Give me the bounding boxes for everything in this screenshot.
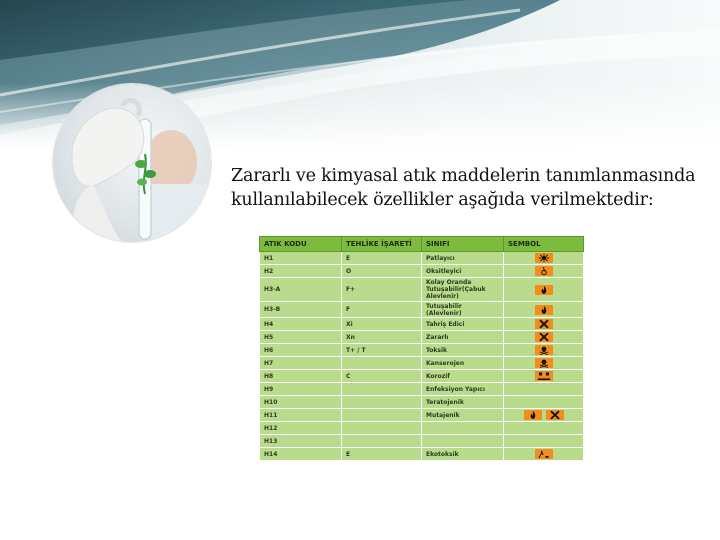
- header-waste-code: ATIK KODU: [260, 237, 342, 252]
- cell-hazard-mark: O: [342, 265, 422, 278]
- table-row: [260, 344, 584, 357]
- table-row: [260, 318, 584, 331]
- cell-class: Kolay Oranda Tutuşabilir(Çabuk Alevlenir): [422, 278, 504, 302]
- table-row: [260, 370, 584, 383]
- skull-icon: [535, 358, 553, 368]
- cell-hazard-mark: [342, 422, 422, 435]
- environment-icon: [535, 449, 553, 459]
- cell-waste-code: H3-A: [260, 278, 342, 302]
- cell-symbol: [504, 435, 584, 448]
- cross-icon: [546, 410, 564, 420]
- cell-symbol: [504, 396, 584, 409]
- cell-class: Tutuşabilir (Alevlenir): [422, 302, 504, 318]
- cell-waste-code: H1: [260, 252, 342, 265]
- cell-class: Korozif: [422, 370, 504, 383]
- cell-class: Kanserojen: [422, 357, 504, 370]
- cell-symbol: [504, 448, 584, 461]
- cross-icon: [535, 319, 553, 329]
- header-symbol: SEMBOL: [504, 237, 584, 252]
- skull-icon: [535, 345, 553, 355]
- cell-hazard-mark: E: [342, 448, 422, 461]
- table-row: [260, 435, 584, 448]
- table-header-row: [260, 237, 584, 252]
- cell-class: Patlayıcı: [422, 252, 504, 265]
- cell-hazard-mark: Xi: [342, 318, 422, 331]
- cell-hazard-mark: [342, 435, 422, 448]
- intro-text: Zararlı ve kimyasal atık maddelerin tanımlanmasında kullanılabilecek özellikler aşağıda verilmektedir:: [231, 166, 696, 210]
- cell-class: Tahriş Edici: [422, 318, 504, 331]
- cell-hazard-mark: F: [342, 302, 422, 318]
- cell-hazard-mark: F+: [342, 278, 422, 302]
- cell-waste-code: H14: [260, 448, 342, 461]
- cell-class: Mutajenik: [422, 409, 504, 422]
- table-row: [260, 357, 584, 370]
- table-row: [260, 302, 584, 318]
- flame-icon: [524, 410, 542, 420]
- table-row: [260, 422, 584, 435]
- cell-waste-code: H3-B: [260, 302, 342, 318]
- cross-icon: [535, 332, 553, 342]
- cell-hazard-mark: [342, 383, 422, 396]
- cell-class: Ekotoksik: [422, 448, 504, 461]
- cell-waste-code: H2: [260, 265, 342, 278]
- cell-waste-code: H4: [260, 318, 342, 331]
- cell-waste-code: H6: [260, 344, 342, 357]
- cell-class: Zararlı: [422, 331, 504, 344]
- cell-hazard-mark: C: [342, 370, 422, 383]
- header-class: SINIFI: [422, 237, 504, 252]
- cell-hazard-mark: [342, 409, 422, 422]
- oxidizing-icon: [535, 266, 553, 276]
- table-row: [260, 252, 584, 265]
- hazard-table: [259, 236, 583, 499]
- cell-symbol: [504, 318, 584, 331]
- cell-symbol: [504, 344, 584, 357]
- cell-waste-code: H5: [260, 331, 342, 344]
- cell-hazard-mark: Xn: [342, 331, 422, 344]
- flame-icon: [535, 285, 553, 295]
- table-row: [260, 448, 584, 461]
- cell-waste-code: H11: [260, 409, 342, 422]
- cell-symbol: [504, 409, 584, 422]
- cell-class: [422, 422, 504, 435]
- cell-hazard-mark: [342, 396, 422, 409]
- header-hazard-mark: TEHLİKE İŞARETİ: [342, 237, 422, 252]
- cell-waste-code: H13: [260, 435, 342, 448]
- cell-symbol: [504, 383, 584, 396]
- table-row: [260, 278, 584, 302]
- cell-symbol: [504, 252, 584, 265]
- cell-class: [422, 435, 504, 448]
- lab-photo: [53, 84, 211, 242]
- cell-symbol: [504, 370, 584, 383]
- cell-waste-code: H10: [260, 396, 342, 409]
- table-row: [260, 396, 584, 409]
- flame-icon: [535, 305, 553, 315]
- table-row: [260, 331, 584, 344]
- table-row: [260, 409, 584, 422]
- cell-class: Teratojenik: [422, 396, 504, 409]
- explosive-icon: [535, 253, 553, 263]
- table-row: [260, 383, 584, 396]
- cell-class: Toksik: [422, 344, 504, 357]
- cell-class: Enfeksiyon Yapıcı: [422, 383, 504, 396]
- cell-symbol: [504, 357, 584, 370]
- cell-waste-code: H7: [260, 357, 342, 370]
- cell-symbol: [504, 422, 584, 435]
- cell-waste-code: H12: [260, 422, 342, 435]
- cell-hazard-mark: [342, 357, 422, 370]
- cell-symbol: [504, 265, 584, 278]
- table-row: [260, 265, 584, 278]
- cell-hazard-mark: E: [342, 252, 422, 265]
- cell-hazard-mark: T+ / T: [342, 344, 422, 357]
- cell-symbol: [504, 278, 584, 302]
- cell-symbol: [504, 302, 584, 318]
- cell-waste-code: H8: [260, 370, 342, 383]
- cell-symbol: [504, 331, 584, 344]
- cell-class: Oksitleyici: [422, 265, 504, 278]
- corrosive-icon: [535, 371, 553, 381]
- cell-waste-code: H9: [260, 383, 342, 396]
